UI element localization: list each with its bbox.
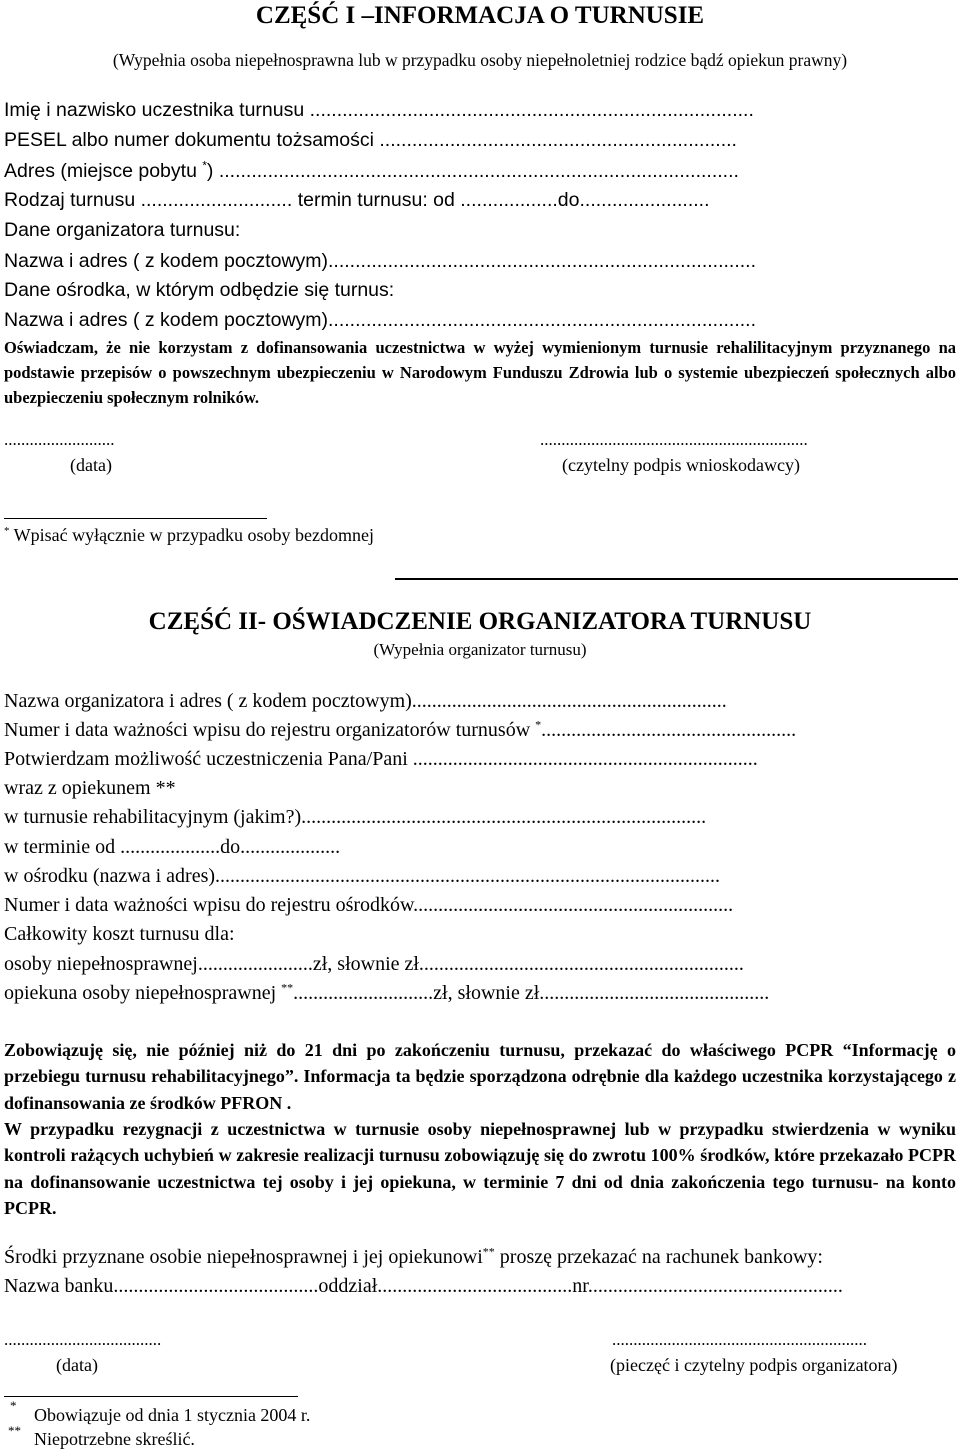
organizer-registry-field xyxy=(4,719,796,742)
sig1-signature-label: (czytelny podpis wnioskodawcy) xyxy=(562,455,800,475)
participant-name-field: Imię i nazwisko uczestnika turnusu .................................................................................. xyxy=(4,99,754,121)
sig1-date-dots: .......................... xyxy=(4,430,115,449)
part1-title: CZĘŚĆ I –INFORMACJA O TURNUSIE xyxy=(255,2,705,29)
sig2-signature-label: (pieczęć i czytelny podpis organizatora) xyxy=(610,1355,898,1375)
commitment-paragraph: Zobowiązuję się, nie później niż do 21 dni po zakończeniu turnusu, przekazać do właściwego PCPR “Informację o przebiegu turnusu rehabilitacyjnego”. Informacja ta będzie sporządzona odrębnie dla każdego uczestnika korzystającego z dofinansowania ze środków PFRON . xyxy=(4,1040,956,1113)
part2-title: CZĘŚĆ II- OŚWIADCZENIE ORGANIZATORA TURNUSU xyxy=(148,608,812,635)
fn2-text: Niepotrzebne skreślić. xyxy=(34,1429,195,1449)
address-footnote-mark: * xyxy=(202,159,207,173)
bank-instruction-text: Środki przyznane osobie niepełnosprawnej i jej opiekunowi xyxy=(4,1246,483,1268)
cost-guardian-fill: ............................zł, słownie zł.............................................. xyxy=(293,982,770,1004)
part1-subtitle: (Wypełnia osoba niepełnosprawna lub w przypadku osoby niepełnoletniej rodzice bądź opiekun prawny) xyxy=(112,50,848,70)
sig2-signature-dots: ............................................................ xyxy=(612,1330,867,1349)
refund-paragraph: W przypadku rezygnacji z uczestnictwa w turnusie osoby niepełnosprawnej lub w przypadku stwierdzenia w wyniku kontroli rażących uchybień w zakresie realizacji turnusu zobowiązuję się do zwrotu 100% środków, które przekazało PCPR na dofinansowanie uczestnictwa tej osoby i jej opiekuna, w terminie 7 dni od dnia zakończenia tego turnusu- na konto PCPR. xyxy=(4,1119,956,1218)
address-label: Adres (miejsce pobytu xyxy=(4,160,197,182)
term-field: w terminie od ....................do.................... xyxy=(4,836,341,858)
fn2-mark: ** xyxy=(8,1423,21,1438)
cost-disabled-field: osoby niepełnosprawnej.......................zł, słownie zł................................................................. xyxy=(4,953,744,975)
organizer-name-field: Nazwa organizatora i adres ( z kodem pocztowym)............................................................... xyxy=(4,690,727,712)
address-fill: ) ................................................................................................ xyxy=(206,160,739,182)
address-field xyxy=(4,160,739,183)
turnus-kind-field: w turnusie rehabilitacyjnym (jakim?)................................................................................. xyxy=(4,806,707,828)
turnus-type-field: Rodzaj turnusu ............................ termin turnusu: od ..................do........................ xyxy=(4,189,710,211)
cost-guardian-footnote-mark: ** xyxy=(281,980,294,995)
cost-guardian-label: opiekuna osoby niepełnosprawnej xyxy=(4,982,277,1004)
bank-instruction-tail: proszę przekazać na rachunek bankowy: xyxy=(494,1246,823,1268)
organizer-heading: Dane organizatora turnusu: xyxy=(4,219,241,241)
registry-footnote-mark: * xyxy=(535,717,542,732)
part2-footnote-separator xyxy=(4,1396,298,1397)
sig1-date-label: (data) xyxy=(70,455,112,475)
footnote-mark: * xyxy=(4,525,10,537)
section-divider xyxy=(395,578,958,580)
sig2-date-dots: ..................................... xyxy=(4,1330,162,1349)
registry-label: Numer i data ważności wpisu do rejestru organizatorów turnusów xyxy=(4,719,531,741)
fn1-text: Obowiązuje od dnia 1 stycznia 2004 r. xyxy=(34,1405,311,1425)
footnote-text: Wpisać wyłącznie w przypadku osoby bezdomnej xyxy=(13,525,374,545)
bank-footnote-mark: ** xyxy=(482,1244,495,1259)
footnote-separator xyxy=(4,518,267,519)
part2-subtitle: (Wypełnia organizator turnusu) xyxy=(373,640,587,659)
center-address-field: Nazwa i adres ( z kodem pocztowym)............................................................................... xyxy=(4,309,757,331)
total-cost-heading: Całkowity koszt turnusu dla: xyxy=(4,923,235,945)
bank-account-field: Nazwa banku.........................................oddział.......................................nr................................................... xyxy=(4,1275,843,1297)
guardian-field: wraz z opiekunem ** xyxy=(4,777,176,799)
cost-guardian-field xyxy=(4,982,769,1005)
part1-footnote xyxy=(4,525,374,546)
organizer-address-field: Nazwa i adres ( z kodem pocztowym)............................................................................... xyxy=(4,250,757,272)
declaration-paragraph: Oświadczam, że nie korzystam z dofinansowania uczestnictwa w wyżej wymienionym turnusie rehalilitacyjnym przyznanego na podstawie przepisów o powszechnym ubezpieczeniu w Narodowym Funduszu Zdrowia lub o systemie ubezpieczeń społecznych albo ubezpieczeniu społecznym rolników. xyxy=(4,338,956,407)
registry-fill: ................................................... xyxy=(541,719,797,741)
fn1-mark: * xyxy=(10,1398,17,1413)
bank-instruction xyxy=(4,1246,823,1269)
participation-field: Potwierdzam możliwość uczestniczenia Pana/Pani ..................................................................... xyxy=(4,748,758,770)
sig2-date-label: (data) xyxy=(56,1355,98,1375)
sig1-signature-dots: ............................................................... xyxy=(540,430,808,449)
center-registry-field: Numer i data ważności wpisu do rejestru ośrodków................................................................ xyxy=(4,894,734,916)
center-heading: Dane ośrodka, w którym odbędzie się turnus: xyxy=(4,279,395,301)
pesel-field: PESEL albo numer dokumentu tożsamości .................................................................. xyxy=(4,129,737,151)
center-name-field: w ośrodku (nazwa i adres)..................................................................................................... xyxy=(4,865,721,887)
